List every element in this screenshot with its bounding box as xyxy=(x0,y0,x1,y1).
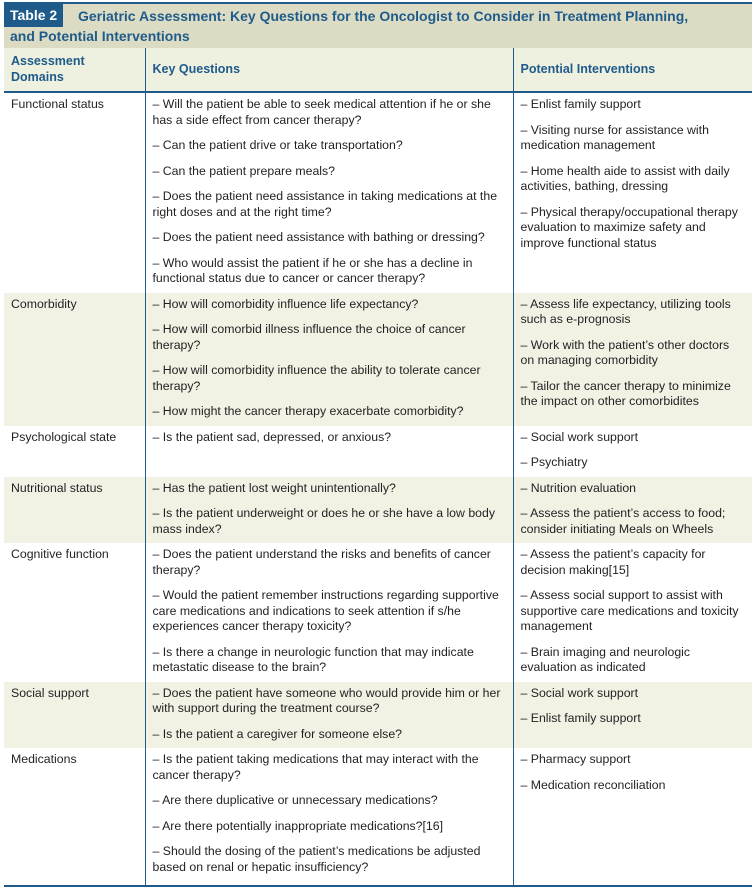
domain-cell: Psychological state xyxy=(11,429,117,444)
interventions-cell xyxy=(513,293,752,426)
intervention-item: – Social work support xyxy=(520,685,639,700)
table-header-row xyxy=(4,48,752,92)
key-question-item: – Are there potentially inappropriate medications?[16] xyxy=(152,818,444,833)
key-questions-cell xyxy=(145,477,513,544)
intervention-item: – Social work support xyxy=(520,429,639,444)
intervention-item: – Visiting nurse for assistance with medication management xyxy=(520,122,709,152)
geriatric-assessment-table-figure xyxy=(4,2,752,887)
domain-cell: Functional status xyxy=(11,97,104,111)
key-questions-cell xyxy=(145,682,513,749)
intervention-item: – Home health aide to assist with daily activities, bathing, dressing xyxy=(520,163,730,193)
key-question-item: – Does the patient have someone who would provide him or her with support during the treatment course? xyxy=(152,685,501,715)
intervention-item: – Physical therapy/occupational therapy evaluation to maximize safety and improve functional status xyxy=(520,204,738,250)
intervention-item: – Medication reconciliation xyxy=(520,777,666,792)
table-row xyxy=(4,426,752,477)
table-body xyxy=(4,92,752,886)
intervention-item: – Enlist family support xyxy=(520,711,641,725)
table-row xyxy=(4,477,752,544)
table-number-tag: Table 2 xyxy=(4,4,63,27)
intervention-item: – Assess the patient’s access to food; consider initiating Meals on Wheels xyxy=(520,506,726,536)
key-question-item: – Is the patient sad, depressed, or anxious? xyxy=(152,429,392,444)
intervention-item: – Pharmacy support xyxy=(520,752,631,766)
intervention-item: – Enlist family support xyxy=(520,97,641,111)
key-question-item: – Does the patient understand the risks and benefits of cancer therapy? xyxy=(152,547,491,577)
table-row xyxy=(4,748,752,886)
assessment-table xyxy=(4,48,752,887)
intervention-item: – Nutrition evaluation xyxy=(520,480,637,495)
interventions-cell xyxy=(513,543,752,682)
intervention-item: – Assess the patient’s capacity for decision making[15] xyxy=(520,547,706,577)
interventions-cell xyxy=(513,682,752,749)
key-questions-cell xyxy=(145,543,513,682)
key-question-item: – Is the patient underweight or does he or she have a low body mass index? xyxy=(152,506,495,536)
intervention-item: – Assess life expectancy, utilizing tools such as e-prognosis xyxy=(520,296,731,326)
table-title-line-1: Geriatric Assessment: Key Questions for the Oncologist to Consider in Treatment Planning, xyxy=(78,8,689,24)
key-questions-cell xyxy=(145,748,513,886)
table-row xyxy=(4,682,752,749)
key-question-item: – Does the patient need assistance with bathing or dressing? xyxy=(152,230,485,244)
domain-cell: Social support xyxy=(4,682,145,749)
key-question-item: – How will comorbid illness influence the choice of cancer therapy? xyxy=(152,322,466,352)
key-question-item: – How will comorbidity influence the ability to tolerate cancer therapy? xyxy=(152,363,481,393)
domain-cell: Nutritional status xyxy=(4,477,145,544)
interventions-cell xyxy=(513,748,752,886)
key-question-item: – Who would assist the patient if he or she has a decline in functional status due to cancer or cancer therapy? xyxy=(152,255,473,285)
key-question-item: – Is the patient taking medications that may interact with the cancer therapy? xyxy=(152,752,479,782)
table-row xyxy=(4,293,752,426)
key-question-item: – Will the patient be able to seek medical attention if he or she has a side effect from cancer therapy? xyxy=(152,97,491,127)
header-potential-interventions: Potential Interventions xyxy=(513,48,752,92)
intervention-item: – Tailor the cancer therapy to minimize the impact on other comorbidites xyxy=(520,378,731,408)
intervention-item: – Work with the patient’s other doctors on managing comorbidity xyxy=(520,337,730,367)
interventions-cell xyxy=(513,426,752,477)
key-question-item: – How will comorbidity influence life expectancy? xyxy=(152,296,419,311)
key-question-item: – Can the patient prepare meals? xyxy=(152,163,336,178)
key-questions-cell xyxy=(145,426,513,477)
intervention-item: – Psychiatry xyxy=(520,455,588,469)
key-question-item: – Does the patient need assistance in taking medications at the right doses and at the right time? xyxy=(152,189,498,219)
domain-cell: Medications xyxy=(4,748,145,886)
table-title-line-2: and Potential Interventions xyxy=(10,28,190,44)
header-key-questions: Key Questions xyxy=(145,48,513,92)
table-row xyxy=(4,543,752,682)
key-question-item: – Are there duplicative or unnecessary medications? xyxy=(152,793,438,807)
key-questions-cell xyxy=(145,92,513,293)
intervention-item: – Assess social support to assist with supportive care medications and toxicity management xyxy=(520,588,739,633)
key-question-item: – How might the cancer therapy exacerbate comorbidity? xyxy=(152,404,464,418)
table-row xyxy=(4,92,752,293)
key-question-item: – Would the patient remember instructions regarding supportive care medications and indications to seek attention if s/he experiences cancer therapy toxicity? xyxy=(152,588,499,633)
interventions-cell xyxy=(513,92,752,293)
key-question-item: – Should the dosing of the patient’s medications be adjusted based on renal or hepatic insufficiency? xyxy=(152,844,481,874)
header-assessment-domains: Assessment Domains xyxy=(4,48,145,92)
key-question-item: – Has the patient lost weight unintentionally? xyxy=(152,480,396,495)
domain-cell: Cognitive function xyxy=(11,547,109,561)
intervention-item: – Brain imaging and neurologic evaluation as indicated xyxy=(520,644,691,674)
interventions-cell xyxy=(513,477,752,544)
domain-cell: Comorbidity xyxy=(4,293,145,426)
key-question-item: – Is the patient a caregiver for someone else? xyxy=(152,726,402,741)
key-question-item: – Can the patient drive or take transportation? xyxy=(152,138,403,152)
key-question-item: – Is there a change in neurologic function that may indicate metastatic disease to the brain? xyxy=(152,644,474,674)
key-questions-cell xyxy=(145,293,513,426)
table-title-band xyxy=(4,2,752,48)
